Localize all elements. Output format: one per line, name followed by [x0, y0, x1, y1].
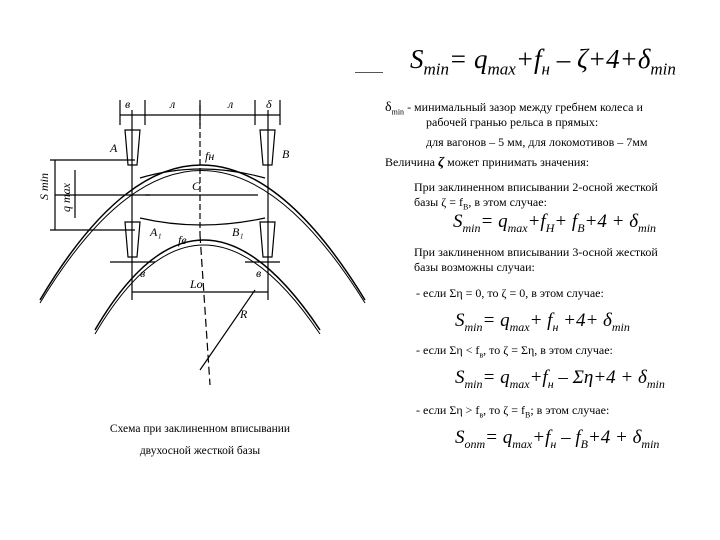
inner-rail-arc-inner	[95, 245, 320, 334]
label-l2: л	[228, 97, 234, 111]
case2-line-2: базы $\zeta = f_В$, в этом случае:	[414, 195, 547, 212]
label-b: В	[282, 147, 290, 161]
wheelset-diagram	[0, 0, 400, 400]
label-fv: fв	[178, 233, 187, 247]
label-lo: Lо	[190, 277, 203, 291]
label-fn: fн	[205, 149, 215, 163]
case3-line-1: При заклиненном вписывании 3-осной жесткой	[414, 245, 658, 259]
label-b1: В₁	[232, 225, 244, 239]
definition-line-2: рабочей гранью рельса в прямых:	[426, 115, 599, 129]
label-r: R	[240, 307, 248, 321]
formula-cond2: $S_{min}= q_{max}+f_н - \Sigma\eta+4 + \delta_{min}$	[455, 367, 665, 391]
label-qmax: q max	[59, 183, 73, 212]
definition-line-3: для вагонов – 5 мм, для локомотивов – 7мм	[426, 135, 648, 149]
label-bottom-b-left: в	[140, 266, 146, 280]
formula-cond1: $S_{min}= q_{max}+ f_н +4+ \delta_{min}$	[455, 310, 630, 334]
label-top-b: в	[125, 97, 131, 111]
label-a1: А₁	[150, 225, 162, 239]
case3-line-2: базы возможны случаи:	[414, 260, 535, 274]
condition-3: - если $\Sigma\eta > f_в$, то $\zeta = f_B$; в этом случае:	[416, 403, 610, 420]
lower-gauge-arc	[140, 218, 265, 225]
label-c: С	[192, 179, 201, 193]
inner-rail-arc	[95, 240, 320, 330]
condition-2: - если $\Sigma\eta < f_в$, то ζ = Ση, в этом случае:	[416, 343, 613, 360]
label-l1: л	[170, 97, 176, 111]
condition-1: - если Ση = 0, то ζ = 0, в этом случае:	[416, 286, 604, 300]
diagram-caption: Схема при заклиненном вписывании двухосной жесткой базы	[109, 423, 291, 457]
formula-cond3: $S_{опт}= q_{max}+f_н - f_B+4 + \delta_{min}$	[455, 427, 660, 451]
label-smin: S min	[37, 173, 51, 200]
zeta-intro: Величина ζ может принимать значения:	[385, 155, 590, 170]
radius-line	[200, 290, 255, 370]
label-delta: δ	[266, 97, 272, 111]
label-bottom-b-right: в	[256, 266, 262, 280]
formula-case2: $S_{min}= q_{max}+f_H+ f_B+4 + \delta_{min}$	[453, 211, 657, 235]
main-formula: $S_{min}= q_{max}+f_н - \zeta+4+\delta_{min}$	[410, 44, 676, 79]
label-a: А	[110, 141, 118, 155]
delta-min-definition: $\delta_{min}$ - минимальный зазор между гребнем колеса и	[385, 100, 643, 117]
case2-line-1: При заклиненном вписывании 2-осной жесткой	[414, 180, 658, 194]
